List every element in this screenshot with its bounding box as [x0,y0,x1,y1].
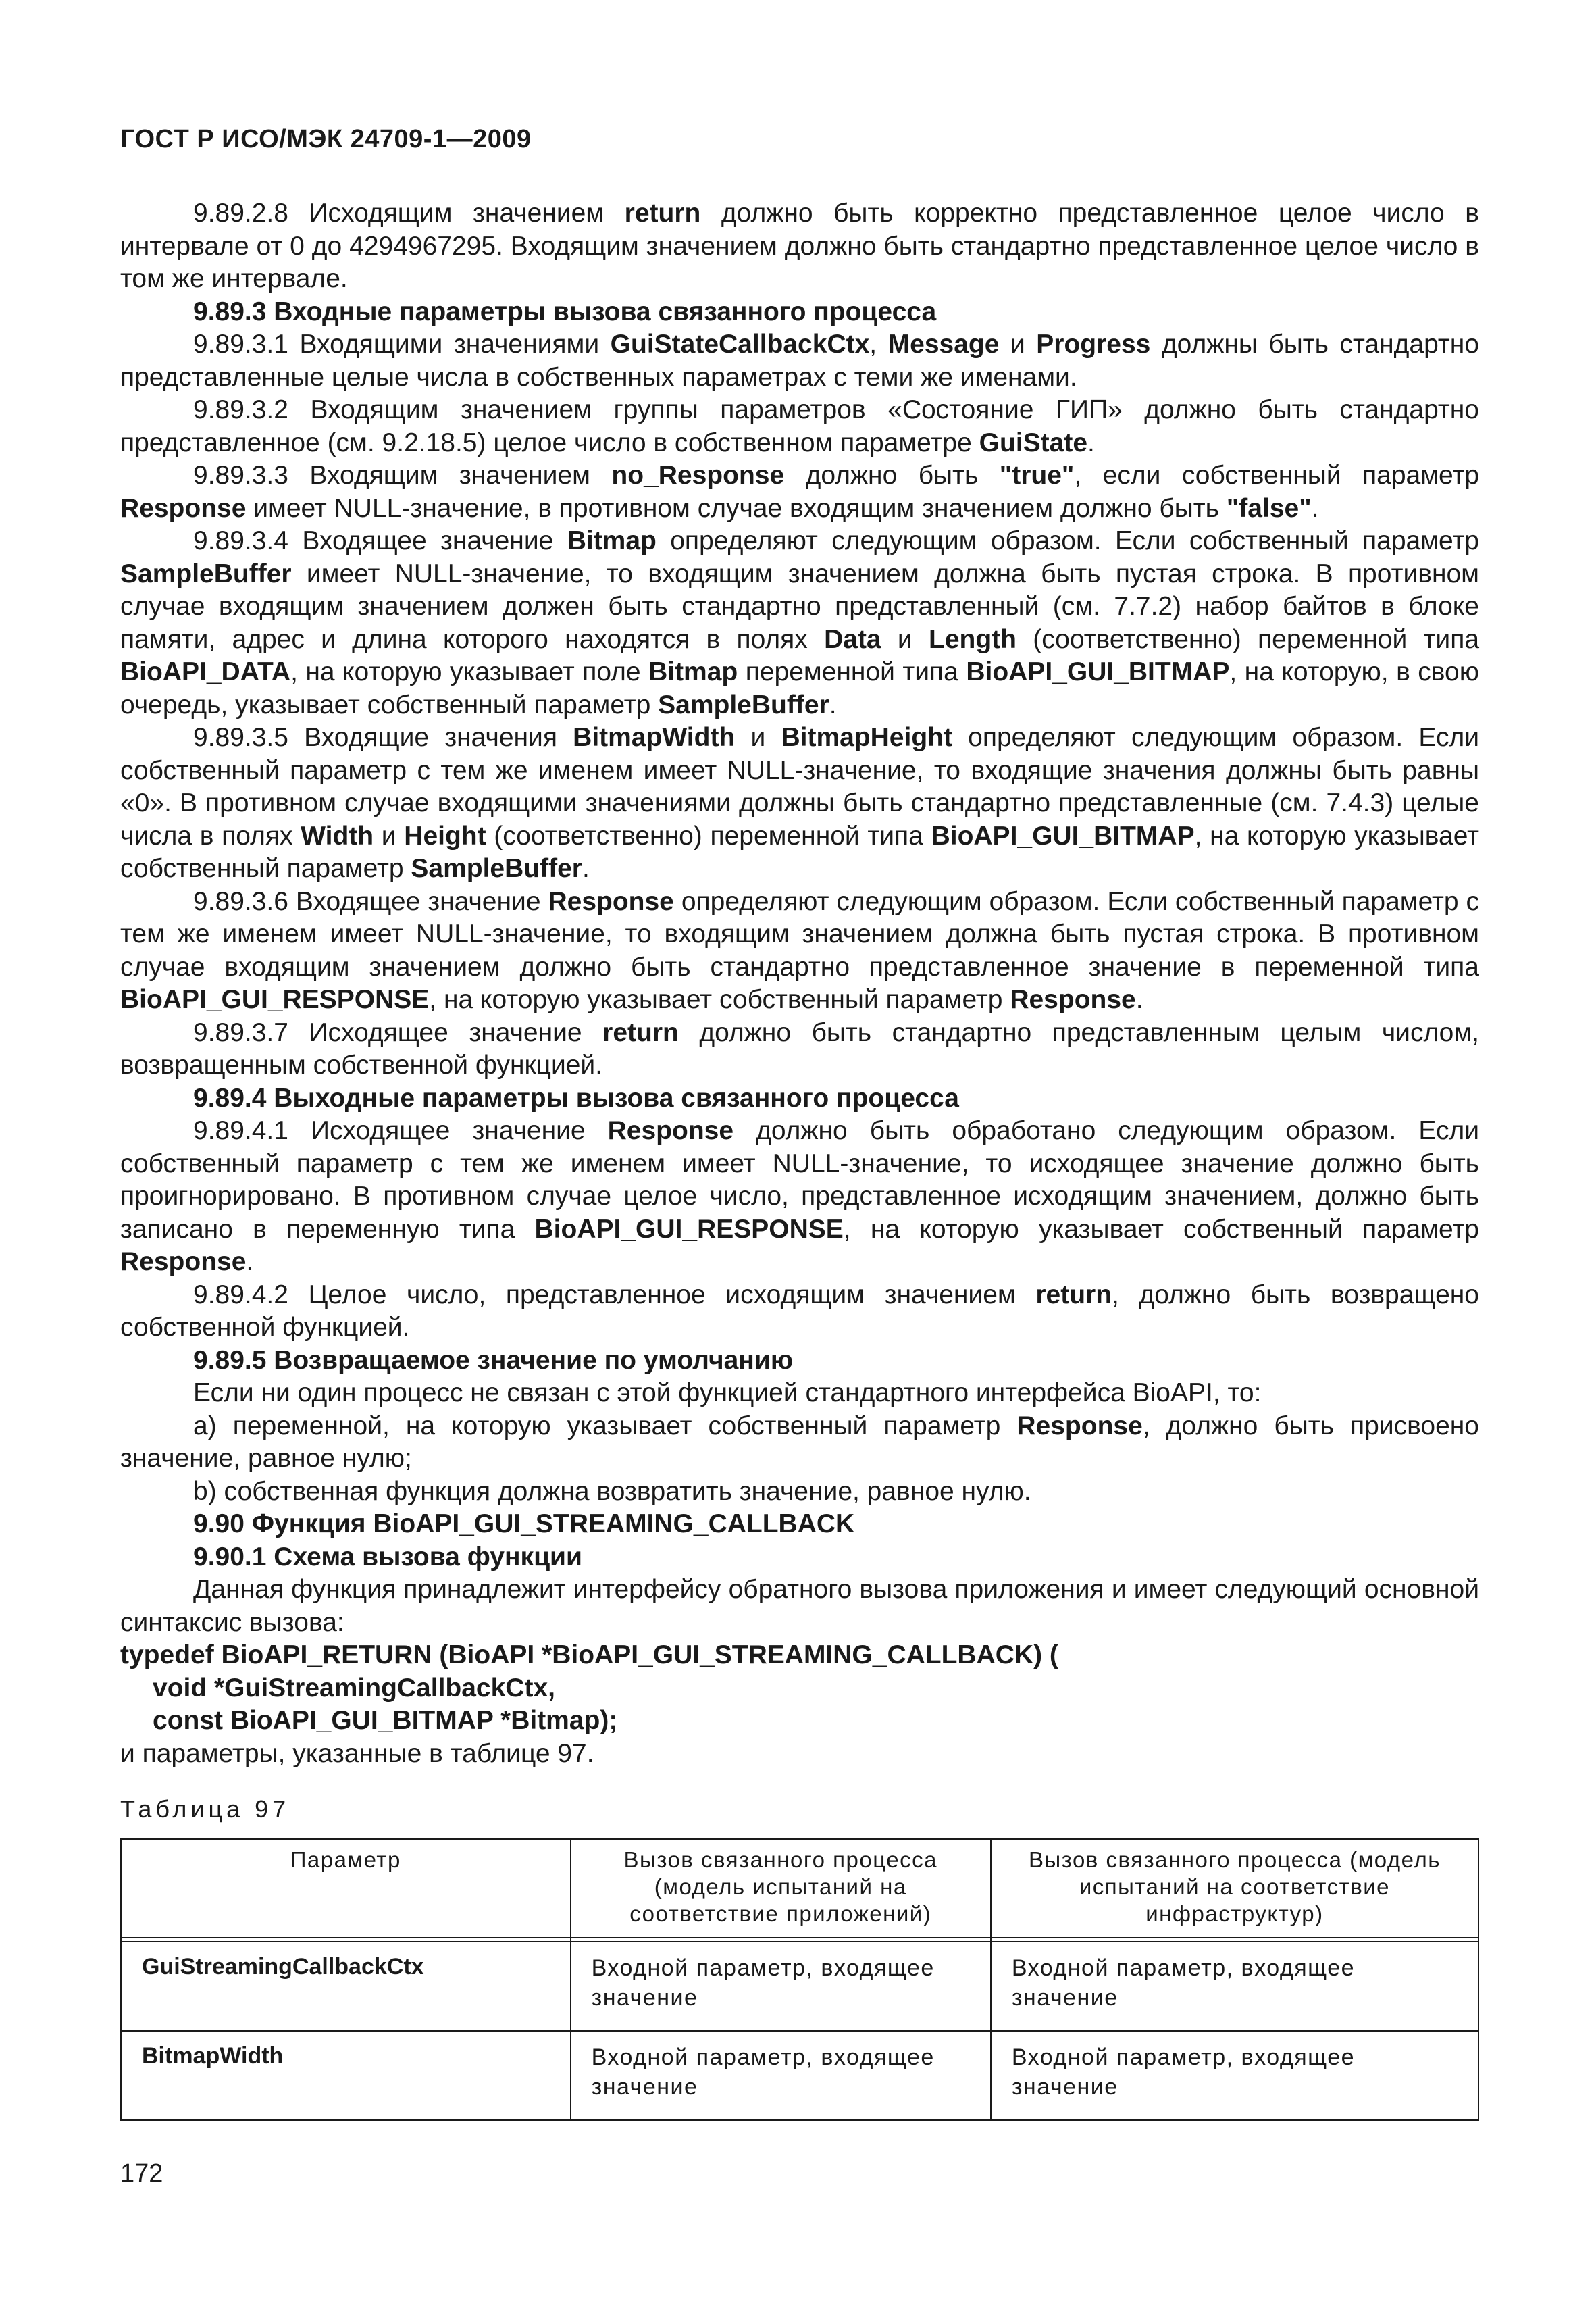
heading-9-90: 9.90 Функция BioAPI_GUI_STREAMING_CALLBACK [193,1509,855,1538]
header-parameter: Параметр [121,1839,571,1938]
header-application-model: Вызов связанного процесса (модель испытаний на соответствие приложений) [571,1839,991,1938]
paragraph-9-89-4-1: 9.89.4.1 Исходящее значение Response должно быть обработано следующим образом. Если собственный параметр с тем же именем имеет NULL-значение, то исходящее значение должно быть проигнорировано. В противном случае целое число, представленное исходящим значением, должно быть записано в переменную типа BioAPI_GUI_RESPONSE, на которую указывает собственный параметр Response. [120,1116,1479,1276]
paragraph-9-89-3-2: 9.89.3.2 Входящим значением группы параметров «Состояние ГИП» должно быть стандартно представленное (см. 9.2.18.5) целое число в собственном параметре GuiState. [120,395,1479,457]
table-cell: BitmapWidth [121,2031,571,2120]
heading-9-89-4: 9.89.4 Выходные параметры вызова связанного процесса [193,1083,959,1113]
heading-9-90-1: 9.90.1 Схема вызова функции [193,1542,582,1571]
document-header: ГОСТ Р ИСО/МЭК 24709-1—2009 [120,125,532,153]
paragraph-9-89-3-6: 9.89.3.6 Входящее значение Response определяют следующим образом. Если собственный параметр с тем же именем имеет NULL-значение, то входящим значением должна быть пустая строка. В противном случае входящим значением должно быть стандартно представленное значение в переменной типа BioAPI_GUI_RESPONSE, на которую указывает собственный параметр Response. [120,886,1479,1014]
table-row [121,1942,1478,2031]
code-line-1: typedef BioAPI_RETURN (BioAPI *BioAPI_GUI_STREAMING_CALLBACK) ( [120,1640,1058,1669]
table-cell: Входной параметр, входящее значение [571,2031,991,2120]
table-cell: Входной параметр, входящее значение [991,2031,1478,2120]
code-line-3: const BioAPI_GUI_BITMAP *Bitmap); [153,1706,618,1735]
paragraph-9-89-3-7: 9.89.3.7 Исходящее значение return должно быть стандартно представленным целым числом, возвращенным собственной функцией. [120,1017,1479,1080]
paragraph-9-89-2-8: 9.89.2.8 Исходящим значением return должно быть корректно представленное целое число в интервале от 0 до 4294967295. Входящим значением должно быть стандартно представленное целое число в том же интервале. [120,199,1479,293]
paragraph-after-code: и параметры, указанные в таблице 97. [120,1738,594,1768]
paragraph-9-90-1: Данная функция принадлежит интерфейсу обратного вызова приложения и имеет следующий основной синтаксис вызова: [120,1575,1479,1637]
paragraph-9-89-3-5: 9.89.3.5 Входящие значения BitmapWidth и BitmapHeight определяют следующим образом. Если собственный параметр с тем же именем имеет NULL-значение, то входящие значения должны быть равны «0». В противном случае входящими значениями должны быть стандартно представленные (см. 7.4.3) целые числа в полях Width и Height (соответственно) переменной типа BioAPI_GUI_BITMAP, на которую указывает собственный параметр SampleBuffer. [120,723,1479,883]
table-caption: Таблица 97 [120,1795,290,1823]
heading-9-89-3: 9.89.3 Входные параметры вызова связанного процесса [193,297,937,326]
page-number: 172 [120,2159,163,2188]
table-cell: Входной параметр, входящее значение [991,1942,1478,2031]
table-row [121,2031,1478,2120]
table-97 [120,1838,1479,2121]
paragraph-9-89-5-intro: Если ни один процесс не связан с этой функцией стандартного интерфейса BioAPI, то: [193,1378,1262,1407]
table-cell: GuiStreamingCallbackCtx [121,1942,571,2031]
table-header-row [121,1839,1478,1938]
paragraph-9-89-3-1: 9.89.3.1 Входящими значениями GuiStateCallbackCtx, Message и Progress должны быть стандартно представленные целые числа в собственных параметрах с теми же именами. [120,330,1480,392]
paragraph-9-89-4-2: 9.89.4.2 Целое число, представленное исходящим значением return, должно быть возвращено собственной функцией. [120,1280,1479,1342]
paragraph-9-89-3-3: 9.89.3.3 Входящим значением no_Response должно быть "true", если собственный параметр Response имеет NULL-значение, в противном случае входящим значением должно быть "false". [120,461,1480,523]
header-framework-model: Вызов связанного процесса (модель испытаний на соответствие инфраструктур) [991,1839,1478,1938]
code-line-2: void *GuiStreamingCallbackCtx, [153,1673,555,1703]
heading-9-89-5: 9.89.5 Возвращаемое значение по умолчанию [193,1345,794,1375]
table-cell: Входной параметр, входящее значение [571,1942,991,2031]
list-item-b: b) собственная функция должна возвратить значение, равное нулю. [193,1476,1031,1506]
document-body [120,197,1479,2121]
paragraph-9-89-3-4: 9.89.3.4 Входящее значение Bitmap определяют следующим образом. Если собственный параметр SampleBuffer имеет NULL-значение, то входящим значением должна быть пустая строка. В противном случае входящим значением должен быть стандартно представленный (см. 7.7.2) набор байтов в блоке памяти, адрес и длина которого находятся в полях Data и Length (соответственно) переменной типа BioAPI_DATA, на которую указывает поле Bitmap переменной типа BioAPI_GUI_BITMAP, на которую, в свою очередь, указывает собственный параметр SampleBuffer. [120,526,1480,720]
list-item-a: а) переменной, на которую указывает собственный параметр Response, должно быть присвоено значение, равное нулю; [120,1411,1479,1473]
